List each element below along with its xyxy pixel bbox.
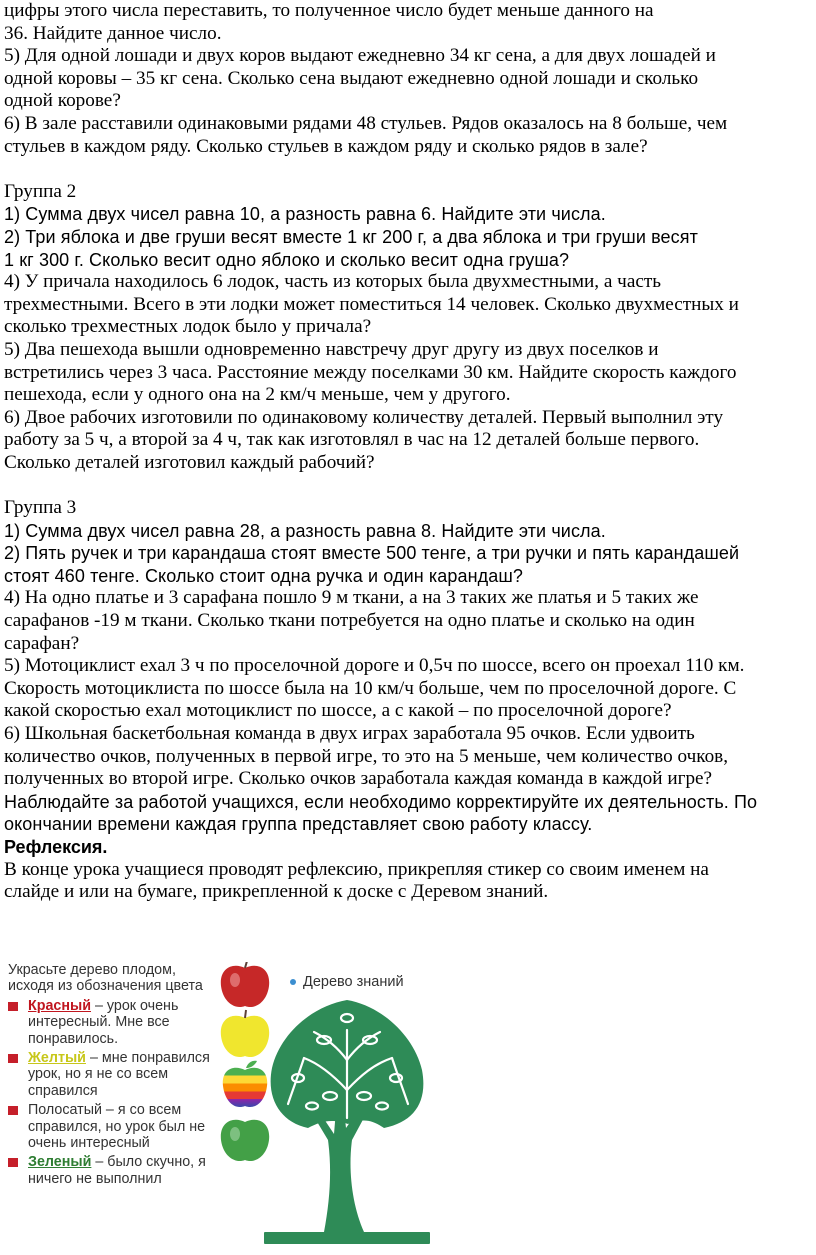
green-apple-icon — [221, 1120, 269, 1161]
text-line: В конце урока учащиеся проводят рефлексию, прикрепляя стикер со своим именем на — [4, 858, 709, 880]
text-line: какой скоростью ехал мотоциклист по шоссе, а с какой – по проселочной дороге? — [4, 700, 672, 722]
text-line: 1) Сумма двух чисел равна 10, а разность равна 6. Найдите эти числа. — [4, 204, 606, 225]
bullet-icon — [290, 979, 296, 985]
tree-caption-text: Дерево знаний — [303, 974, 404, 990]
knowledge-tree-figure — [2, 962, 430, 1252]
text-line: 2) Три яблока и две груши весят вместе 1 кг 200 г, а два яблока и три груши весят — [4, 226, 698, 247]
text-line: 1 кг 300 г. Сколько весит одно яблоко и сколько весит одна груша? — [4, 249, 570, 270]
legend-color-word: Желтый — [28, 1050, 86, 1067]
text-line: одной корове? — [4, 90, 121, 112]
text-line: Сколько деталей изготовил каждый рабочий? — [4, 451, 375, 473]
text-line: 36. Найдите данное число. — [4, 22, 222, 44]
text-line: 4) У причала находилось 6 лодок, часть из которых была двухместными, а часть — [4, 271, 662, 293]
text-line: стоят 460 тенге. Сколько стоит одна ручка и один карандаш? — [4, 565, 523, 586]
reflection-text — [4, 859, 812, 904]
reflection-heading: Рефлексия. — [4, 836, 108, 857]
legend-description: Полосатый – я со всем справился, но урок был не очень интересный — [28, 1102, 206, 1152]
tree-caption — [290, 974, 404, 990]
text-line: 2) Пять ручек и три карандаша стоят вместе 500 тенге, а три ручки и пять карандашей — [4, 543, 740, 564]
text-line: количество очков, полученных в первой игре, то это на 5 меньше, чем количество очков, — [4, 745, 729, 767]
bullet-icon — [8, 1158, 18, 1167]
text-line: пешехода, если у одного она на 2 км/ч меньше, чем у другого. — [4, 384, 511, 406]
text-line: 5) Для одной лошади и двух коров выдают ежедневно 34 кг сена, а для двух лошадей и — [4, 45, 716, 67]
tasks-group1-tail — [4, 0, 812, 158]
legend-color-word: Зеленый — [28, 1154, 92, 1171]
text-line: 4) На одно платье и 3 сарафана пошло 9 м ткани, а на 3 таких же платья и 5 таких же — [4, 587, 699, 609]
group3-tasks — [4, 587, 812, 790]
bullet-icon — [8, 1106, 18, 1115]
group3-bold-tasks — [4, 520, 812, 588]
group2-bold-tasks — [4, 203, 812, 271]
bullet-icon — [8, 1002, 18, 1011]
text-line: 6) В зале расставили одинаковыми рядами 48 стульев. Рядов оказалось на 8 больше, чем — [4, 112, 728, 134]
text-line: слайде и или на бумаге, прикрепленной к доске с Деревом знаний. — [4, 881, 549, 903]
striped-apple-icon — [223, 1061, 267, 1107]
legend-item — [6, 1102, 211, 1151]
legend-description: – мне понравился урок, но я не со всем справился — [28, 1050, 210, 1099]
legend-item — [6, 1154, 211, 1187]
text-line: встретились через 3 часа. Расстояние между поселками 30 км. Найдите скорость каждого — [4, 361, 737, 383]
text-line: 5) Мотоциклист ехал 3 ч по проселочной дороге и 0,5ч по шоссе, всего он проехал 110 км. — [4, 655, 745, 677]
legend-description: – урок очень интересный. Мне все понравилось. — [28, 997, 179, 1047]
text-line: сарафан? — [4, 632, 80, 654]
text-line: 5) Два пешехода вышли одновременно навстречу друг другу из двух поселков и — [4, 338, 659, 360]
text-line: стульев в каждом ряду. Сколько стульев в каждом ряду и сколько рядов в зале? — [4, 135, 648, 157]
text-line: одной коровы – 35 кг сена. Сколько сена выдают ежедневно одной лошади и сколько — [4, 67, 699, 89]
legend-intro: Украсьте дерево плодом, исходя из обозначения цвета — [8, 962, 203, 995]
group2-tasks — [4, 271, 812, 474]
text-line: 6) Двое рабочих изготовили по одинаковому количеству деталей. Первый выполнил эту — [4, 406, 724, 428]
text-line: полученных во второй игре. Сколько очков заработала каждая команда в каждой игре? — [4, 768, 713, 790]
document-body — [4, 0, 812, 904]
red-apple-icon — [221, 962, 269, 1007]
text-line: работу за 5 ч, а второй за 4 ч, так как изготовлял в час на 12 деталей больше первого. — [4, 429, 700, 451]
text-line: трехместными. Всего в эти лодки может поместиться 14 человек. Сколько двухместных и — [4, 293, 739, 315]
legend-color-word: Красный — [28, 997, 91, 1014]
group3-title: Группа 3 — [4, 497, 77, 519]
text-line: Скорость мотоциклиста по шоссе была на 10 км/ч больше, чем по проселочной дороге. С — [4, 677, 737, 699]
text-line: окончании времени каждая группа представляет свою работу классу. — [4, 814, 593, 835]
text-line: сколько трехместных лодок было у причала? — [4, 316, 372, 338]
legend-description: – было скучно, я ничего не выполнил — [28, 1154, 206, 1187]
yellow-apple-icon — [221, 1010, 269, 1057]
group2-title: Группа 2 — [4, 180, 77, 202]
text-line: Наблюдайте за работой учащихся, если необходимо корректируйте их деятельность. По — [4, 791, 758, 812]
text-line: цифры этого числа переставить, то полученное число будет меньше данного на — [4, 0, 654, 21]
legend-item — [6, 998, 211, 1047]
legend-item — [6, 1050, 211, 1099]
knowledge-tree-image — [264, 1000, 430, 1248]
teacher-instruction — [4, 791, 812, 836]
text-line: 6) Школьная баскетбольная команда в двух играх заработала 95 очков. Если удвоить — [4, 723, 695, 744]
text-line: 1) Сумма двух чисел равна 28, а разность равна 8. Найдите эти числа. — [4, 520, 606, 541]
bullet-icon — [8, 1054, 18, 1063]
color-legend — [6, 962, 211, 1187]
text-line: сарафанов -19 м ткани. Сколько ткани потребуется на одно платье и сколько на один — [4, 610, 695, 632]
